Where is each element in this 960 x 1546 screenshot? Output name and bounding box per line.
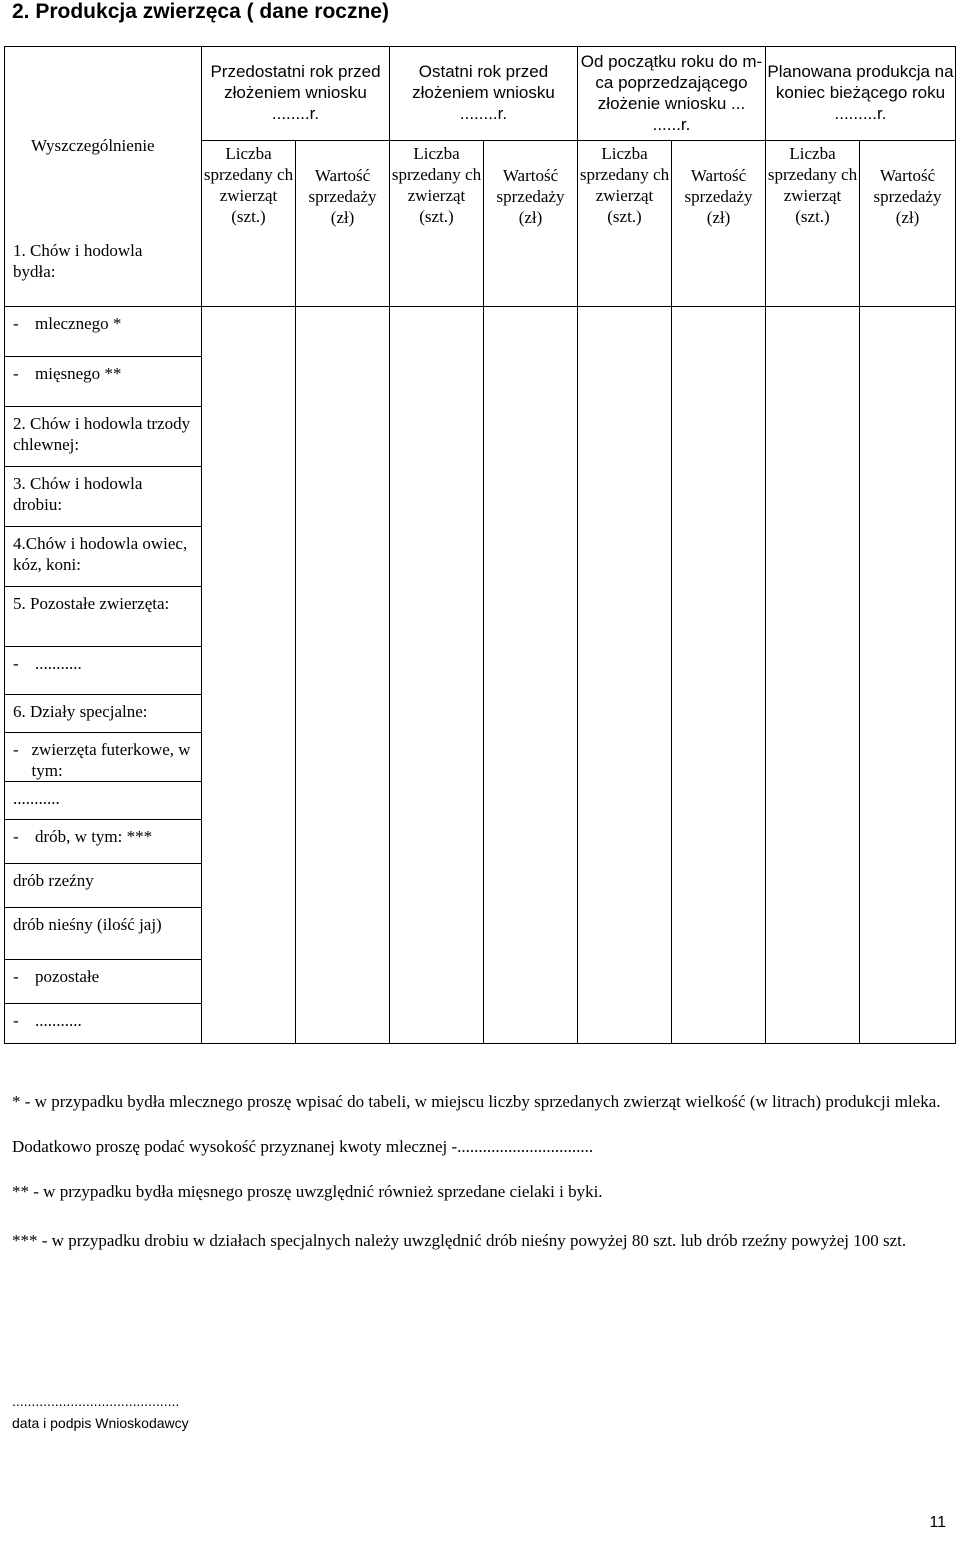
data-cell[interactable]	[202, 733, 296, 782]
data-cell[interactable]	[766, 960, 860, 1004]
data-cell[interactable]	[672, 908, 766, 960]
data-cell[interactable]	[672, 587, 766, 647]
data-cell[interactable]	[860, 1004, 956, 1044]
data-cell[interactable]	[484, 733, 578, 782]
row-meat	[5, 357, 956, 407]
data-cell[interactable]	[578, 960, 672, 1004]
data-cell[interactable]	[766, 527, 860, 587]
data-cell[interactable]	[296, 782, 390, 820]
data-cell[interactable]	[672, 864, 766, 908]
row-special-poultry	[5, 820, 956, 864]
row-slaughter	[5, 864, 956, 908]
data-cell[interactable]	[484, 647, 578, 695]
footnote-poultry: *** - w przypadku drobiu w działach specjalnych należy uwzględnić drób nieśny powyżej 80 szt. lub drób rzeźny powyżej 100 szt.	[12, 1231, 907, 1250]
row-label-text: ...........	[13, 789, 60, 808]
data-cell[interactable]	[202, 647, 296, 695]
data-cell[interactable]	[766, 357, 860, 407]
data-cell[interactable]	[578, 908, 672, 960]
data-cell[interactable]	[296, 1004, 390, 1044]
data-cell[interactable]	[672, 357, 766, 407]
data-cell[interactable]	[390, 307, 484, 357]
data-cell[interactable]	[860, 820, 956, 864]
data-cell[interactable]	[766, 467, 860, 527]
header-count-2: Liczba sprzedany ch zwierząt (szt.)	[390, 141, 484, 307]
row-label	[5, 407, 202, 467]
data-cell[interactable]	[672, 1004, 766, 1044]
row-label	[5, 733, 202, 782]
data-cell[interactable]	[860, 467, 956, 527]
signature-block	[12, 1390, 189, 1434]
data-cell[interactable]	[202, 960, 296, 1004]
row-label	[5, 357, 202, 407]
data-cell[interactable]	[766, 407, 860, 467]
row-dairy	[5, 307, 956, 357]
row-rest	[5, 960, 956, 1004]
data-cell[interactable]	[484, 960, 578, 1004]
data-cell[interactable]	[672, 733, 766, 782]
data-cell[interactable]	[860, 527, 956, 587]
row-label-text: 4.Chów i hodowla owiec, kóz, koni:	[13, 534, 188, 574]
section-heading: 2. Produkcja zwierzęca ( dane roczne)	[12, 0, 389, 23]
data-cell[interactable]	[296, 908, 390, 960]
row-sheep	[5, 527, 956, 587]
data-cell[interactable]	[578, 695, 672, 733]
data-cell[interactable]	[390, 695, 484, 733]
data-cell[interactable]	[484, 407, 578, 467]
data-cell[interactable]	[202, 357, 296, 407]
footnotes	[12, 1090, 948, 1252]
data-cell[interactable]	[296, 527, 390, 587]
data-cell[interactable]	[296, 467, 390, 527]
data-cell[interactable]	[390, 527, 484, 587]
data-cell[interactable]	[672, 960, 766, 1004]
data-cell[interactable]	[296, 587, 390, 647]
header-wyszczegolnienie: Wyszczególnienie 1. Chów i hodowla bydła:	[5, 47, 202, 307]
header-value-1: Wartość sprzedaży (zł)	[296, 141, 390, 307]
row-label-text: 2. Chów i hodowla trzody chlewnej:	[13, 414, 191, 454]
data-cell[interactable]	[860, 407, 956, 467]
data-cell[interactable]	[578, 820, 672, 864]
row-label-text: 3. Chów i hodowla drobiu:	[13, 474, 143, 514]
row-dash: -	[13, 654, 19, 673]
data-cell[interactable]	[390, 960, 484, 1004]
data-cell[interactable]	[672, 467, 766, 527]
header-value-3: Wartość sprzedaży (zł)	[672, 141, 766, 307]
header-period-1: Przedostatni rok przed złożeniem wniosku ........r.	[202, 47, 390, 141]
data-cell[interactable]	[296, 960, 390, 1004]
data-cell[interactable]	[766, 307, 860, 357]
signature-line: ...........................................	[12, 1393, 180, 1409]
data-cell[interactable]	[296, 357, 390, 407]
row-label	[5, 467, 202, 527]
data-cell[interactable]	[484, 307, 578, 357]
data-cell[interactable]	[766, 864, 860, 908]
data-cell[interactable]	[672, 307, 766, 357]
data-cell[interactable]	[484, 527, 578, 587]
data-cell[interactable]	[578, 407, 672, 467]
row-label	[5, 587, 202, 647]
data-cell[interactable]	[202, 307, 296, 357]
data-cell[interactable]	[766, 782, 860, 820]
data-cell[interactable]	[390, 864, 484, 908]
data-cell[interactable]	[296, 307, 390, 357]
data-cell[interactable]	[390, 820, 484, 864]
row-dash: -	[13, 364, 19, 383]
row-pigs	[5, 407, 956, 467]
row-label	[5, 960, 202, 1004]
header-period-3: Od początku roku do m-ca poprzedzającego złożenie wniosku ... ......r.	[578, 47, 766, 141]
header-count-3: Liczba sprzedany ch zwierząt (szt.)	[578, 141, 672, 307]
row-dash: -	[13, 967, 19, 986]
data-cell[interactable]	[390, 357, 484, 407]
data-cell[interactable]	[860, 733, 956, 782]
page-number: 11	[929, 1514, 946, 1531]
signature-label: data i podpis Wnioskodawcy	[12, 1415, 189, 1431]
data-cell[interactable]	[202, 695, 296, 733]
row-last	[5, 1004, 956, 1044]
data-cell[interactable]	[860, 647, 956, 695]
data-cell[interactable]	[296, 733, 390, 782]
data-cell[interactable]	[860, 307, 956, 357]
data-cell[interactable]	[484, 467, 578, 527]
data-cell[interactable]	[766, 1004, 860, 1044]
data-cell[interactable]	[390, 467, 484, 527]
data-cell[interactable]	[672, 527, 766, 587]
data-cell[interactable]	[484, 864, 578, 908]
row-label-text: ...........	[35, 1011, 82, 1030]
row-label	[5, 695, 202, 733]
row-label	[5, 864, 202, 908]
data-cell[interactable]	[296, 695, 390, 733]
row-dash: -	[13, 1011, 19, 1030]
row-label-text: mięsnego **	[35, 364, 122, 383]
row-label-text: pozostałe	[35, 967, 100, 986]
row-special	[5, 695, 956, 733]
row-label	[5, 527, 202, 587]
data-cell[interactable]	[672, 695, 766, 733]
animal-production-table	[4, 46, 956, 307]
row-fur-item	[5, 782, 956, 820]
row-label-text: 6. Działy specjalne:	[13, 702, 148, 721]
row-label	[5, 908, 202, 960]
row-label-text: drób nieśny (ilość jaj)	[13, 915, 162, 934]
data-cell[interactable]	[484, 357, 578, 407]
data-cell[interactable]	[390, 1004, 484, 1044]
data-cell[interactable]	[672, 407, 766, 467]
data-cell[interactable]	[296, 647, 390, 695]
header-count-1: Liczba sprzedany ch zwierząt (szt.)	[202, 141, 296, 307]
data-cell[interactable]	[860, 782, 956, 820]
data-cell[interactable]	[578, 864, 672, 908]
data-cell[interactable]	[484, 782, 578, 820]
row-other-item	[5, 647, 956, 695]
row-label-text: drób rzeźny	[13, 871, 94, 890]
data-cell[interactable]	[766, 908, 860, 960]
data-cell[interactable]	[484, 1004, 578, 1044]
row-laying	[5, 908, 956, 960]
row-label-text: ...........	[35, 654, 82, 673]
data-cell[interactable]	[484, 908, 578, 960]
data-cell[interactable]	[766, 733, 860, 782]
data-cell[interactable]	[578, 587, 672, 647]
header-period-2: Ostatni rok przed złożeniem wniosku ........r.	[390, 47, 578, 141]
data-cell[interactable]	[484, 695, 578, 733]
data-cell[interactable]	[390, 407, 484, 467]
data-cell[interactable]	[766, 647, 860, 695]
data-cell[interactable]	[202, 407, 296, 467]
row-label-text: mlecznego *	[35, 314, 122, 333]
row-fur	[5, 733, 956, 782]
data-cell[interactable]	[578, 527, 672, 587]
data-cell[interactable]	[860, 864, 956, 908]
data-cell[interactable]	[484, 820, 578, 864]
row-dash: -	[13, 314, 19, 333]
data-cell[interactable]	[860, 908, 956, 960]
data-cell[interactable]	[296, 407, 390, 467]
row-label-text: drób, w tym: ***	[35, 827, 153, 846]
data-cell[interactable]	[578, 733, 672, 782]
data-cell[interactable]	[202, 864, 296, 908]
row-other	[5, 587, 956, 647]
data-cell[interactable]	[202, 908, 296, 960]
data-cell[interactable]	[672, 647, 766, 695]
data-cell[interactable]	[672, 820, 766, 864]
data-cell[interactable]	[578, 647, 672, 695]
data-cell[interactable]	[766, 695, 860, 733]
row-poultry	[5, 467, 956, 527]
header-value-2: Wartość sprzedaży (zł)	[484, 141, 578, 307]
data-cell[interactable]	[202, 587, 296, 647]
animal-production-rows	[4, 306, 956, 1044]
row-label-text: 5. Pozostałe zwierzęta:	[13, 594, 170, 613]
data-cell[interactable]	[672, 782, 766, 820]
row-dash: -	[13, 827, 19, 846]
row-label	[5, 307, 202, 357]
data-cell[interactable]	[766, 587, 860, 647]
data-cell[interactable]	[578, 467, 672, 527]
data-cell[interactable]	[578, 307, 672, 357]
data-cell[interactable]	[390, 647, 484, 695]
header-count-4: Liczba sprzedany ch zwierząt (szt.)	[766, 141, 860, 307]
data-cell[interactable]	[202, 782, 296, 820]
data-cell[interactable]	[390, 908, 484, 960]
data-cell[interactable]	[202, 1004, 296, 1044]
footnote-milk-quota: Dodatkowo proszę podać wysokość przyznanej kwoty mlecznej -................................	[12, 1137, 594, 1156]
data-cell[interactable]	[484, 587, 578, 647]
row-label	[5, 820, 202, 864]
data-cell[interactable]	[860, 357, 956, 407]
data-cell[interactable]	[390, 587, 484, 647]
data-cell[interactable]	[766, 820, 860, 864]
data-cell[interactable]	[578, 782, 672, 820]
data-cell[interactable]	[860, 587, 956, 647]
data-cell[interactable]	[390, 733, 484, 782]
data-cell[interactable]	[296, 820, 390, 864]
footnote-dairy: * - w przypadku bydła mlecznego proszę wpisać do tabeli, w miejscu liczby sprzedanych zwierząt wielkość (w litrach) produkcji mleka.	[12, 1092, 941, 1111]
data-cell[interactable]	[860, 695, 956, 733]
row-label-text: zwierzęta futerkowe, w tym:	[31, 740, 191, 780]
row-dash: -	[13, 740, 19, 759]
data-cell[interactable]	[860, 960, 956, 1004]
header-period-4: Planowana produkcja na koniec bieżącego roku .........r.	[766, 47, 956, 141]
row-label	[5, 647, 202, 695]
row-label	[5, 1004, 202, 1044]
data-cell[interactable]	[296, 864, 390, 908]
row-label	[5, 782, 202, 820]
row-cattle-label: 1. Chów i hodowla bydła:	[13, 241, 143, 281]
data-cell[interactable]	[578, 357, 672, 407]
data-cell[interactable]	[202, 820, 296, 864]
data-cell[interactable]	[390, 782, 484, 820]
data-cell[interactable]	[202, 467, 296, 527]
header-value-4: Wartość sprzedaży (zł)	[860, 141, 956, 307]
data-cell[interactable]	[202, 527, 296, 587]
data-cell[interactable]	[578, 1004, 672, 1044]
footnote-beef: ** - w przypadku bydła mięsnego proszę uwzględnić również sprzedane cielaki i byki.	[12, 1182, 603, 1201]
